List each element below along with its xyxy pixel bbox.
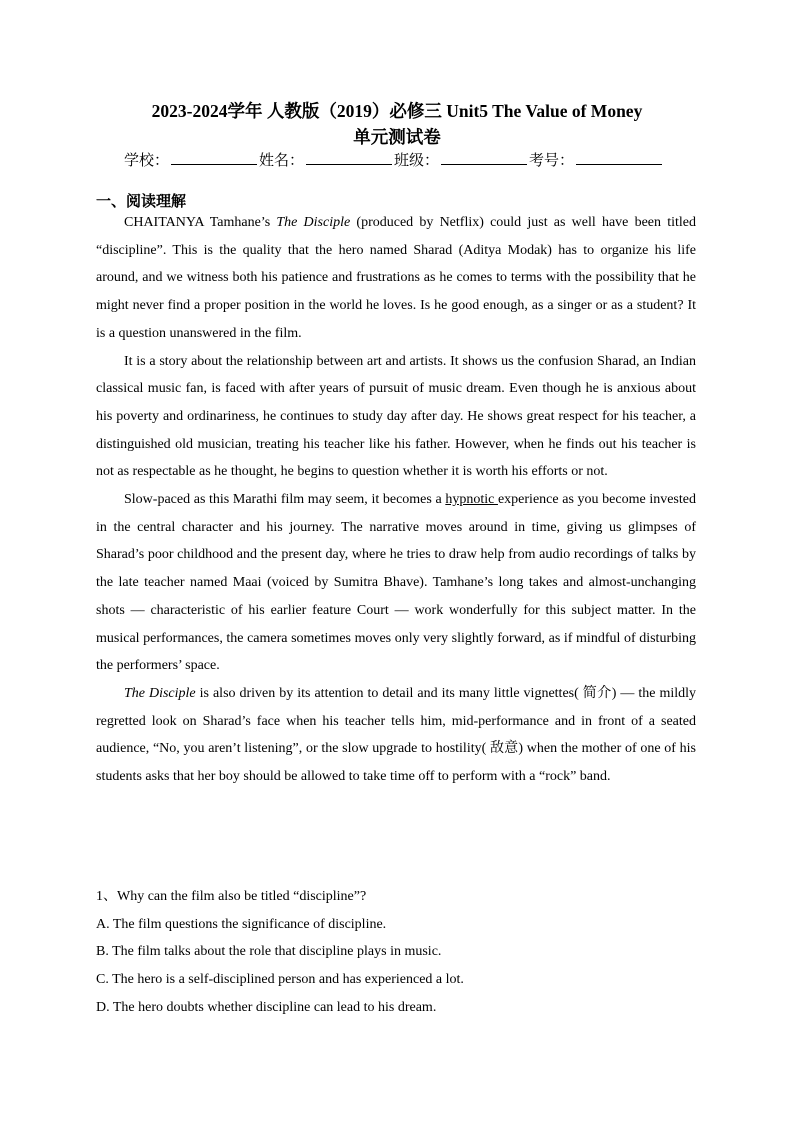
paragraph-1-text-a: CHAITANYA Tamhane’s	[124, 215, 277, 230]
paragraph-3-text-b: experience as you become invested in the central character and his journey. The narrative moves around in time, giving us glimpses of Sharad’s poor childhood and the present day, where he tries to draw help from audio recordings of talks by the late teacher named Maai (voiced by Sumitra Bhave). Tamhane’s long takes and almost-unchanging shots — characteristic of his earlier feature Court — work wonderfully for this subject matter. In the musical performances, the camera sometimes moves only very slightly forward, as if mindful of disturbing the performers’ space.	[96, 492, 696, 674]
section-heading: 一、阅读理解	[96, 194, 187, 210]
paragraph-2: It is a story about the relationship between art and artists. It shows us the confusion Sharad, an Indian classical music fan, is faced with after years of pursuit of music dream. Even though he is anxious about his poverty and ordinariness, he continues to study day after day. He shows great respect for his teacher, a distinguished old musician, treating his teacher like his father. However, when he finds out his teacher is not as respectable as he thought, he begins to question whether it is worth his efforts or not.	[96, 353, 696, 480]
option-c[interactable]: C. The hero is a self-disciplined person and has experienced a lot.	[96, 972, 464, 988]
option-b[interactable]: B. The film talks about the role that discipline plays in music.	[96, 944, 442, 960]
reading-passage	[96, 209, 696, 791]
option-d[interactable]: D. The hero doubts whether discipline can lead to his dream.	[96, 999, 437, 1015]
title-line-1: 2023-2024学年 人教版（2019）必修三 Unit5 The Value of Money	[151, 101, 643, 121]
film-title-2: The Disciple	[124, 685, 196, 701]
paragraph-1-text-b: (produced by Netflix) could just as well have been titled “discipline”. This is the quality that the hero named Sharad (Aditya Modak) has to organize his life around, and we witness both his patience and frustrations as he comes to terms with the possibility that he might never find a proper position in the world he loves. Is he good enough, as a singer or as a student? It is a question unanswered in the film.	[96, 215, 696, 341]
exam-title	[80, 98, 714, 150]
paragraph-3	[96, 486, 696, 680]
question-1	[96, 883, 696, 1022]
question-stem: 1、Why can the film also be titled “discipline”?	[96, 889, 367, 904]
underlined-word: hypnotic	[445, 492, 498, 508]
paragraph-4-text: is also driven by its attention to detail and its many little vignettes( 简介) — the mildly regretted look on Sharad’s face when his teacher tells him, mid-performance and in front of a seated audience, “No, you aren’t listening”, or the slow upgrade to hostility( 敌意) when the mother of one of his students asks that her boy should be allowed to take time off to perform with a “rock” band.	[96, 685, 697, 785]
name-label: 姓名：	[259, 153, 305, 169]
class-blank[interactable]	[441, 149, 527, 165]
number-label: 考号：	[529, 153, 575, 169]
name-blank[interactable]	[306, 149, 392, 165]
class-label: 班级：	[394, 153, 440, 169]
school-blank[interactable]	[171, 149, 257, 165]
number-blank[interactable]	[576, 149, 662, 165]
school-label: 学校：	[124, 153, 170, 169]
option-a[interactable]: A. The film questions the significance of discipline.	[96, 916, 387, 932]
student-info-row	[124, 149, 704, 172]
film-title: The Disciple	[276, 215, 351, 230]
paragraph-3-text-a: Slow-paced as this Marathi film may seem, it becomes a	[124, 492, 446, 508]
paragraph-1	[96, 209, 696, 348]
title-line-2: 单元测试卷	[353, 127, 441, 147]
paragraph-4	[96, 680, 696, 791]
